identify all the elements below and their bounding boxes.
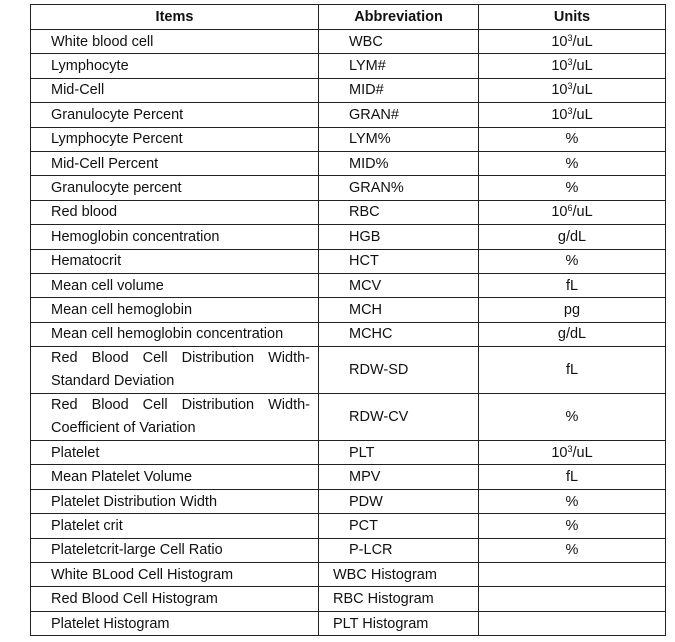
unit-cell: fL: [479, 273, 666, 297]
item-cell: Granulocyte percent: [31, 176, 319, 200]
parameters-table: [30, 4, 666, 636]
unit-cell: g/dL: [479, 322, 666, 346]
item-cell: Platelet Histogram: [31, 611, 319, 635]
table-row: [31, 538, 666, 562]
unit-cell: %: [479, 127, 666, 151]
item-cell: Mid-Cell Percent: [31, 151, 319, 175]
unit-cell: [479, 103, 666, 127]
abbreviation-cell: PLT Histogram: [319, 611, 479, 635]
unit-rest: /uL: [572, 58, 593, 75]
table-row: [31, 563, 666, 587]
unit-cell: pg: [479, 298, 666, 322]
abbreviation-cell: RBC: [319, 200, 479, 224]
table-row: [31, 54, 666, 78]
item-cell: Red Blood Cell Distribution Width-Coefficient of Variation: [31, 394, 319, 441]
abbreviation-cell: HCT: [319, 249, 479, 273]
abbreviation-cell: PDW: [319, 489, 479, 513]
abbreviation-cell: MCHC: [319, 322, 479, 346]
table-row: [31, 249, 666, 273]
item-cell: Plateletcrit-large Cell Ratio: [31, 538, 319, 562]
unit-cell: %: [479, 176, 666, 200]
header-items: Items: [31, 5, 319, 30]
unit-cell: fL: [479, 347, 666, 394]
unit-cell: %: [479, 151, 666, 175]
unit-cell: [479, 54, 666, 78]
table-row: [31, 489, 666, 513]
table-row: [31, 441, 666, 465]
header-row: [31, 5, 666, 30]
unit-cell: %: [479, 514, 666, 538]
item-cell: Hematocrit: [31, 249, 319, 273]
abbreviation-cell: GRAN#: [319, 103, 479, 127]
unit-exponent: 3: [567, 105, 573, 116]
unit-cell: [479, 441, 666, 465]
unit-exponent: 3: [567, 443, 573, 454]
abbreviation-cell: MPV: [319, 465, 479, 489]
unit-rest: /uL: [572, 204, 593, 221]
table-row: [31, 587, 666, 611]
item-cell: Mean cell volume: [31, 273, 319, 297]
item-cell: Mean Platelet Volume: [31, 465, 319, 489]
abbreviation-cell: RDW-CV: [319, 394, 479, 441]
abbreviation-cell: MCV: [319, 273, 479, 297]
abbreviation-cell: MID%: [319, 151, 479, 175]
unit-cell: [479, 30, 666, 54]
header-units: Units: [479, 5, 666, 30]
unit-rest: /uL: [572, 444, 593, 461]
unit-cell: [479, 611, 666, 635]
table-row: [31, 298, 666, 322]
unit-exponent: 6: [567, 203, 573, 214]
table-row: [31, 394, 666, 441]
table-row: [31, 273, 666, 297]
table-row: [31, 465, 666, 489]
table-row: [31, 176, 666, 200]
unit-base: 10: [551, 444, 568, 461]
unit-exponent: 3: [567, 81, 573, 92]
item-cell: Platelet crit: [31, 514, 319, 538]
item-cell: Red blood: [31, 200, 319, 224]
unit-exponent: 3: [567, 32, 573, 43]
item-cell: Lymphocyte Percent: [31, 127, 319, 151]
unit-cell: %: [479, 489, 666, 513]
abbreviation-cell: MCH: [319, 298, 479, 322]
item-cell: Platelet: [31, 441, 319, 465]
unit-cell: [479, 563, 666, 587]
table-row: [31, 322, 666, 346]
unit-cell: g/dL: [479, 225, 666, 249]
abbreviation-cell: LYM#: [319, 54, 479, 78]
unit-cell: [479, 78, 666, 102]
item-cell: White BLood Cell Histogram: [31, 563, 319, 587]
item-cell: Hemoglobin concentration: [31, 225, 319, 249]
table-row: [31, 78, 666, 102]
abbreviation-cell: RDW-SD: [319, 347, 479, 394]
item-cell: Granulocyte Percent: [31, 103, 319, 127]
unit-base: 10: [551, 58, 568, 75]
unit-cell: [479, 587, 666, 611]
table-row: [31, 103, 666, 127]
unit-cell: [479, 200, 666, 224]
abbreviation-cell: LYM%: [319, 127, 479, 151]
header-abbreviation: Abbreviation: [319, 5, 479, 30]
table-row: [31, 225, 666, 249]
unit-cell: %: [479, 538, 666, 562]
item-cell: Red Blood Cell Distribution Width-Standard Deviation: [31, 347, 319, 394]
table-row: [31, 151, 666, 175]
item-cell: Lymphocyte: [31, 54, 319, 78]
unit-base: 10: [551, 33, 568, 50]
item-cell: Red Blood Cell Histogram: [31, 587, 319, 611]
abbreviation-cell: P-LCR: [319, 538, 479, 562]
item-cell: Mean cell hemoglobin concentration: [31, 322, 319, 346]
abbreviation-cell: HGB: [319, 225, 479, 249]
item-cell: Mid-Cell: [31, 78, 319, 102]
unit-cell: fL: [479, 465, 666, 489]
unit-base: 10: [551, 106, 568, 123]
unit-rest: /uL: [572, 82, 593, 99]
unit-exponent: 3: [567, 57, 573, 68]
unit-base: 10: [551, 204, 568, 221]
table-row: [31, 200, 666, 224]
unit-rest: /uL: [572, 33, 593, 50]
table-row: [31, 611, 666, 635]
item-cell: White blood cell: [31, 30, 319, 54]
table-row: [31, 514, 666, 538]
abbreviation-cell: GRAN%: [319, 176, 479, 200]
table-row: [31, 347, 666, 394]
abbreviation-cell: WBC: [319, 30, 479, 54]
unit-cell: %: [479, 394, 666, 441]
abbreviation-cell: MID#: [319, 78, 479, 102]
item-cell: Mean cell hemoglobin: [31, 298, 319, 322]
item-cell: Platelet Distribution Width: [31, 489, 319, 513]
unit-cell: %: [479, 249, 666, 273]
abbreviation-cell: PCT: [319, 514, 479, 538]
unit-rest: /uL: [572, 106, 593, 123]
abbreviation-cell: PLT: [319, 441, 479, 465]
unit-base: 10: [551, 82, 568, 99]
abbreviation-cell: RBC Histogram: [319, 587, 479, 611]
table-row: [31, 127, 666, 151]
abbreviation-cell: WBC Histogram: [319, 563, 479, 587]
table-row: [31, 30, 666, 54]
